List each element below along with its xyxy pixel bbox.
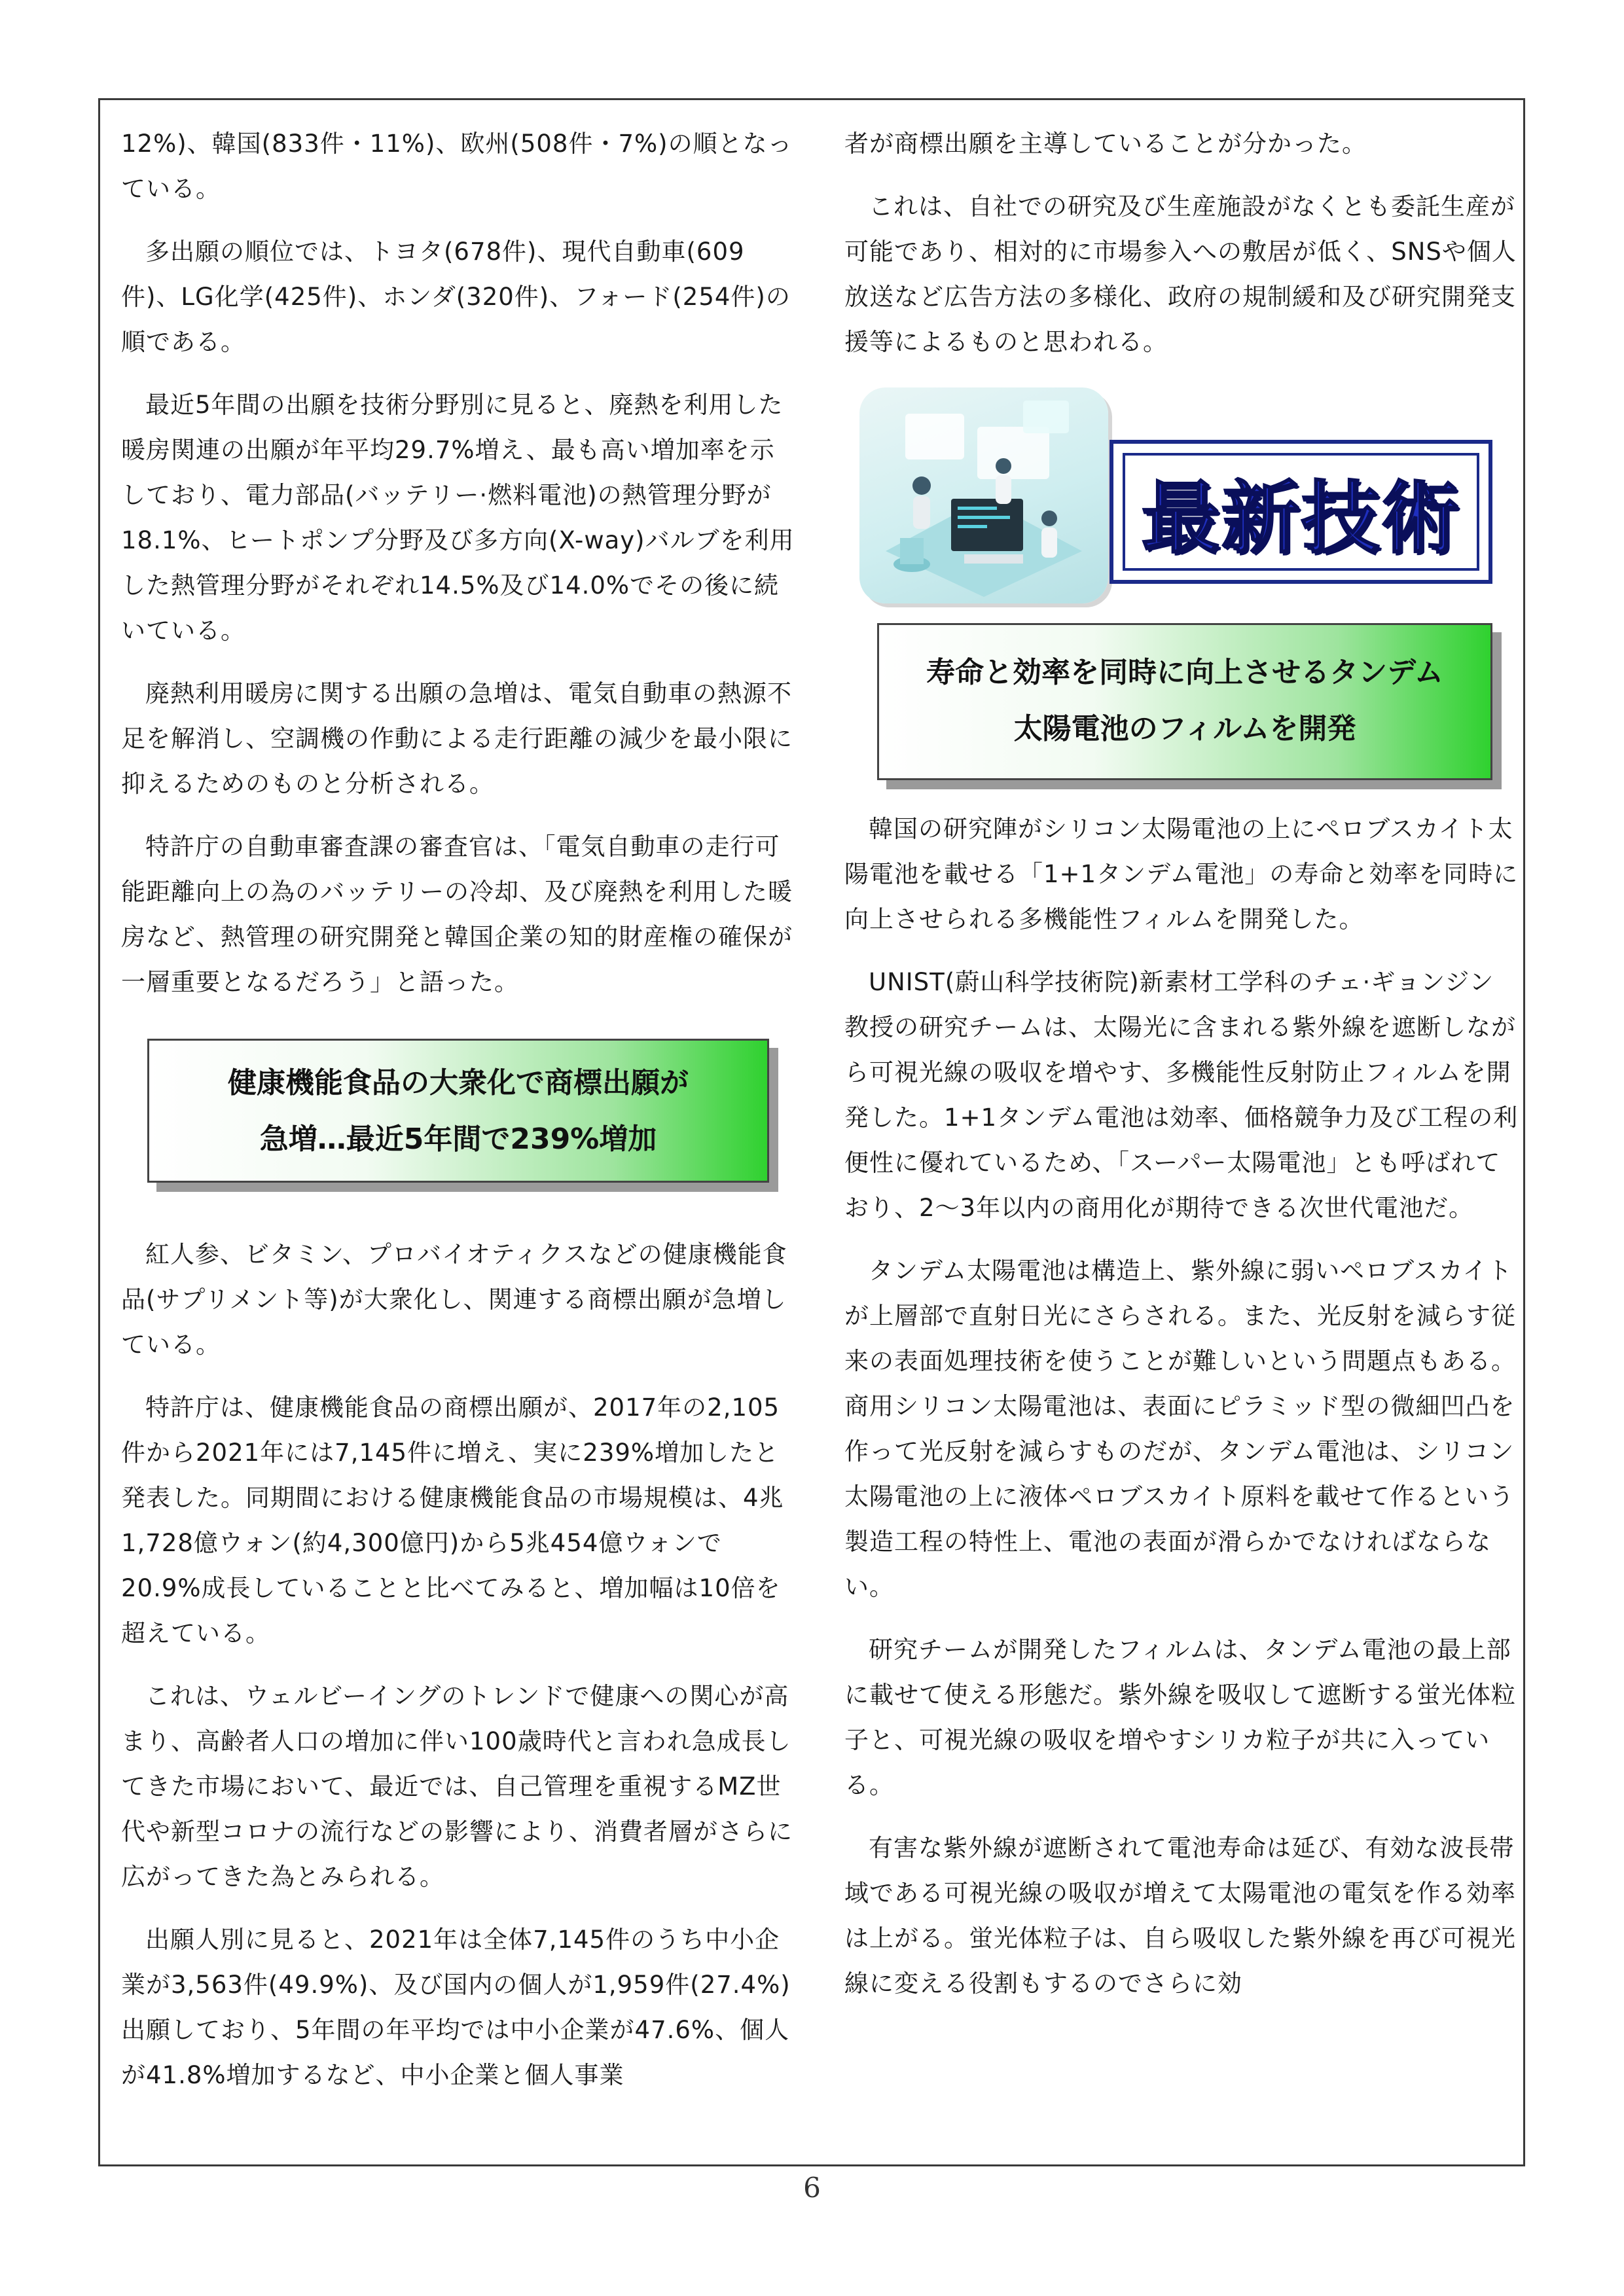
paragraph: 韓国の研究陣がシリコン太陽電池の上にペロブスカイト太陽電池を載せる「1+1タンデム電池」の寿命と効率を同時に向上させられる多機能性フィルムを開発した。	[844, 815, 1519, 933]
paragraph: これは、ウェルビーイングのトレンドで健康への関心が高まり、高齢者人口の増加に伴い100歳時代と言われ急成長してきた市場において、最近では、自己管理を重視するMZ世代や新型コロナの流行などの影響により、消費者層がさらに広がってきた為とみられる。	[121, 1682, 793, 1891]
paragraph: 者が商標出願を主導していることが分かった。	[844, 130, 1367, 158]
paragraph: 多出願の順位では、トヨタ(678件)、現代自動車(609件)、LG化学(425件)、ホンダ(320件)、フォード(254件)の順である。	[121, 238, 791, 356]
page-number: 6	[803, 2172, 821, 2204]
heading-line: 健康機能食品の大衆化で商標出願が	[228, 1066, 689, 1100]
paragraph: 紅人参、ビタミン、プロバイオティクスなどの健康機能食品(サプリメント等)が大衆化し、関連する商標出願が急増している。	[121, 1240, 787, 1359]
heading-line: 太陽電池のフィルムを開発	[1013, 712, 1356, 745]
tech-illustration-icon	[859, 387, 1108, 603]
article-heading-health-food	[147, 1039, 769, 1183]
paragraph: 研究チームが開発したフィルムは、タンデム電池の最上部に載せて使える形態だ。紫外線を吸収して遮断する蛍光体粒子と、可視光線の吸収を増やすシリカ粒子が共に入っている。	[844, 1636, 1516, 1799]
section-title: 最新技術	[1141, 473, 1461, 564]
heading-line: 寿命と効率を同時に向上させるタンデム	[926, 656, 1443, 689]
paragraph: これは、自社での研究及び生産施設がなくとも委託生産が可能であり、相対的に市場参入への敷居が低く、SNSや個人放送など広告方法の多様化、政府の規制緩和及び研究開発支援等によるものと思われる。	[844, 192, 1517, 356]
left-column	[121, 121, 795, 2115]
paragraph: 廃熱利用暖房に関する出願の急増は、電気自動車の熱源不足を解消し、空調機の作動による走行距離の減少を最小限に抑えるためのものと分析される。	[121, 679, 793, 798]
paragraph: UNIST(蔚山科学技術院)新素材工学科のチェ·ギョンジン教授の研究チームは、太陽光に含まれる紫外線を遮断しながら可視光線の吸収を増やす、多機能性反射防止フィルムを開発した。1+1タンデム電池は効率、価格競争力及び工程の利便性に優れているため、「スーパー太陽電池」とも呼ばれており、2〜3年以内の商用化が期待できる次世代電池だ。	[844, 968, 1519, 1222]
section-title-box	[1110, 440, 1492, 584]
article-heading-tandem-solar	[877, 623, 1492, 780]
paragraph: 12%)、韓国(833件・11%)、欧州(508件・7%)の順となっている。	[121, 130, 793, 203]
paragraph: タンデム太陽電池は構造上、紫外線に弱いペロブスカイトが上層部で直射日光にさらされる。また、光反射を減らす従来の表面処理技術を使うことが難しいという問題点もある。商用シリコン太陽電池は、表面にピラミッド型の微細凹凸を作って光反射を減らすものだが、タンデム電池は、シリコン太陽電池の上に液体ペロブスカイト原料を載せて作るという製造工程の特性上、電池の表面が滑らかでなければならない。	[844, 1257, 1516, 1601]
paragraph: 最近5年間の出願を技術分野別に見ると、廃熱を利用した暖房関連の出願が年平均29.7%増え、最も高い増加率を示しており、電力部品(バッテリー·燃料電池)の熱管理分野が18.1%、ヒートポンプ分野及び多方向(X-way)バルブを利用した熱管理分野がそれぞれ14.5%及び14.0%でその後に続いている。	[121, 391, 795, 645]
right-column	[844, 121, 1519, 2024]
section-banner	[844, 387, 1519, 610]
paragraph: 特許庁は、健康機能食品の商標出願が、2017年の2,105件から2021年には7,145件に増え、実に239%増加したと発表した。同期間における健康機能食品の市場規模は、4兆1,728億ウォン(約4,300億円)から5兆454億ウォンで20.9%成長していることと比べてみると、増加幅は10倍を超えている。	[121, 1393, 784, 1647]
heading-line: 急増…最近5年間で239%増加	[259, 1122, 657, 1156]
paragraph: 特許庁の自動車審査課の審査官は、「電気自動車の走行可能距離向上の為のバッテリーの冷却、及び廃熱を利用した暖房など、熱管理の研究開発と韓国企業の知的財産権の確保が一層重要となるだろう」と語った。	[121, 833, 793, 996]
paragraph: 出願人別に見ると、2021年は全体7,145件のうち中小企業が3,563件(49.9%)、及び国内の個人が1,959件(27.4%)出願しており、5年間の年平均では中小企業が47.6%、個人が41.8%増加するなど、中小企業と個人事業	[121, 1926, 791, 2089]
paragraph: 有害な紫外線が遮断されて電池寿命は延び、有効な波長帯域である可視光線の吸収が増えて太陽電池の電気を作る効率は上がる。蛍光体粒子は、自ら吸収した紫外線を再び可視光線に変える役割もするのでさらに効	[844, 1834, 1516, 1998]
